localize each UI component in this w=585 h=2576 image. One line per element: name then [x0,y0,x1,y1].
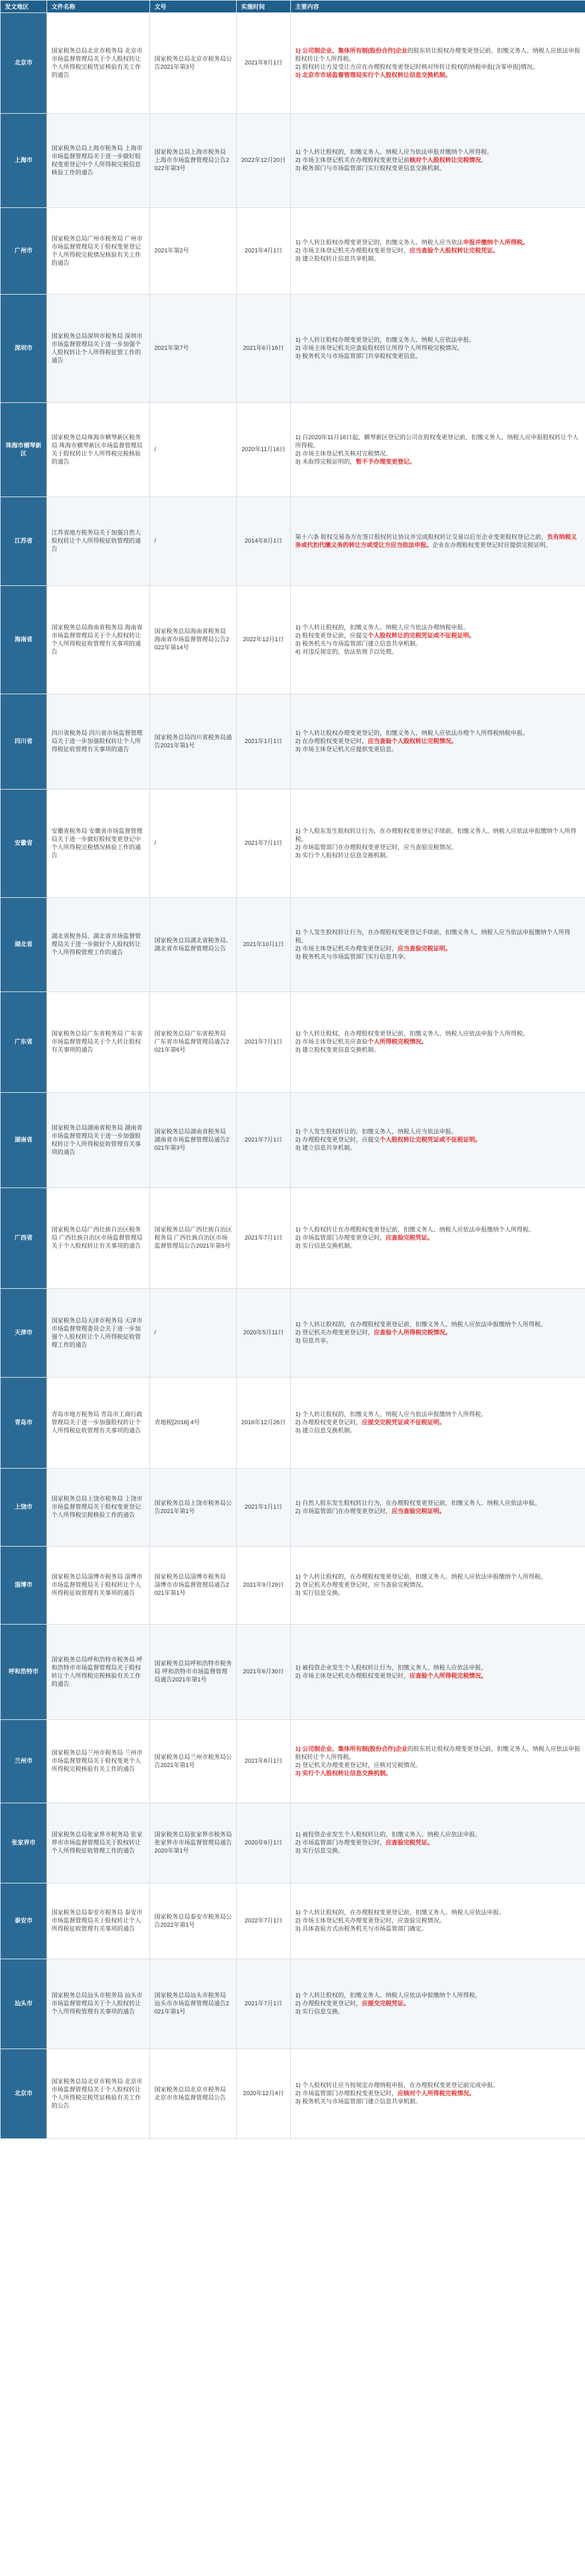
content-text: 2) 办理股权变更登记时，应提交 [295,1137,380,1143]
content-text: 3) 具体查验方式由税务机关与市场监管部门确定。 [295,1926,427,1932]
content-text: 1) 个人转让股权的，在办理股权变更登记前，扣缴义务人、纳税人应依法申报。 [295,1909,505,1916]
cell-file-name: 安徽省税务局 安徽省市场监督管理局关于进一步做好股权变更登记中个人所得税完税情况核验工作的通告 [47,790,150,898]
cell-file-name: 国家税务总局北京市税务局 北京市市场监督管理局关于个人股权转让个人所得税完税凭证核验有关工作的通告 [47,13,150,114]
content-text: 2) 办理股权变更登记时， [295,1419,362,1426]
cell-doc-number: 2021年第7号 [150,295,237,403]
cell-region: 泰安市 [1,1883,47,1959]
table-row [1,114,585,208]
cell-effective-date: 2021年1月1日 [237,694,291,790]
content-text: 4) 对违反规定的，依法依规予以处理。 [295,648,398,655]
content-text: 2) 市场监管部门在办理股权变更登记时，应当查验完税情况。 [295,844,457,851]
cell-region: 珠海市横琴新区 [1,403,47,497]
highlighted-text: 个人股权转让完税凭证或不征税证明。 [379,1137,481,1143]
content-text: 2) 市场主体登记机关办理股权变更登记时， [295,247,410,254]
cell-file-name: 国家税务总局呼和浩特市税务局 呼和浩特市市场监督管理局关于股权转让个人所得税完税核验有关工作的通告 [47,1625,150,1720]
table-row [1,694,585,790]
content-text: 1) 个人转让股权办理变更登记的，扣缴义务人、纳税人应依法办理个人所得税纳税申报。 [295,730,529,736]
cell-main-content [291,790,585,898]
cell-file-name: 国家税务总局上饶市税务局 上饶市市场监督管理局关于股权变更登记个人所得税完税核验工作的通告 [47,1469,150,1547]
cell-effective-date: 2021年7月1日 [237,1188,291,1289]
content-text: 1) 个人发生股权转让的，扣缴义务人、纳税人应当依法申报。 [295,1129,457,1135]
cell-doc-number: / [150,497,237,586]
content-text: 3) 税务机关与市场监管部门建立信息共享机制。 [295,2098,421,2105]
content-text: 1) 个人发生股权转让行为，在办理股权变更登记手续前，扣缴义务人、纳税人应当依法申报缴纳个人所得税。 [295,929,570,944]
header-doc-number: 文号 [150,1,237,13]
highlighted-text: 应当查验完税证明。 [397,945,451,952]
cell-region: 青岛市 [1,1378,47,1469]
cell-effective-date: 2022年12月20日 [237,114,291,208]
cell-effective-date: 2021年7月1日 [237,1959,291,2049]
table-row [1,1959,585,2049]
content-text: 2) 市场主体登记机关办理变更登记时，应查验完税情况。 [295,1918,445,1924]
content-text: 1) 自2020年11月16日起，横琴新区登记的公司在股权变更登记前，扣缴义务人、纳税人应申报股权转让个人所得税。 [295,434,578,449]
table-row [1,2049,585,2139]
content-text: 1) 个人股权转让在办理股权变更登记前，扣缴义务人、纳税人应依法申报缴纳个人所得税。 [295,1227,535,1233]
highlighted-text: 1) 公司制企业、集体所有制(股份合作)企业 [295,1745,408,1752]
content-text: 企业在办理股权变更登记时应提供完税证明。 [432,542,551,549]
cell-region: 广州市 [1,208,47,295]
content-text: 1) 自然人股东发生股权转让行为，在办理股权变更登记前，扣缴义务人、纳税人应依法申报。 [295,1499,541,1507]
highlighted-text: 应提交完税凭证。 [361,2000,410,2007]
table-row [1,1720,585,1803]
highlighted-text: 申报并缴纳个人所得税。 [463,239,529,246]
cell-main-content [291,586,585,694]
cell-main-content [291,1188,585,1289]
cell-doc-number: 国家税务总局淄博市税务局 淄博市市场监督管理局通告2021年第1号 [150,1547,237,1625]
cell-main-content [291,208,585,295]
content-text: 1) 个人转让股权的，扣缴义务人、纳税人应依法申报缴纳个人所得税。 [295,1992,481,1999]
cell-main-content [291,1289,585,1378]
content-text: 1) 个人转让股权办理变更登记的，扣缴义务人、纳税人应当依法 [295,239,463,246]
cell-effective-date: 2014年8月1日 [237,497,291,586]
header-file-name: 文件名称 [47,1,150,13]
table-row [1,1469,585,1547]
table-header-row [1,1,585,13]
cell-doc-number: 国家税务总局北京市税务局公告2021年第3号 [150,13,237,114]
content-text: 3) 税务机关与市场监管部门实行信息共享。 [295,953,410,960]
table-row [1,1188,585,1289]
content-text: 2) 登记机关办理变更登记时， [295,1329,374,1336]
content-text: 3) 实行个人股权转让信息交换机制。 [295,852,392,859]
content-text: 3) 实行信息交换。 [295,2008,344,2015]
content-text: 2) 市场监管部门办理变更登记时， [295,1235,386,1241]
content-text: 2) 市场主体登记机关在办理股权变更登记前 [295,157,410,164]
cell-doc-number: 国家税务总局张家界市税务局 张家界市市场监督管理局通告2020年第1号 [150,1803,237,1883]
cell-file-name: 国家税务总局泰安市税务局 泰安市市场监督管理局关于股权转让个人所得税征收管理有关事项的通告 [47,1883,150,1959]
content-text: 1) 个人转让股权办理变更登记的，扣缴义务人、纳税人应依法申报。 [295,337,475,343]
content-text: 3) 实行信息交换。 [295,1590,344,1596]
content-text: 1) 个人股东发生股权转让行为，在办理股权变更登记手续前，扣缴义务人、纳税人应依法申报缴纳个人所得税。 [295,827,576,843]
cell-main-content [291,1469,585,1547]
cell-effective-date: 2021年10月1日 [237,898,291,992]
highlighted-text: 应提交完税凭证或不征税证明。 [361,1419,445,1426]
cell-effective-date: 2021年8月1日 [237,13,291,114]
content-text: 3) 税务机关与市场监管部门共享股权变更信息。 [295,353,421,360]
cell-effective-date: 2020年12月4日 [237,2049,291,2139]
cell-file-name: 国家税务总局淄博市税务局 淄博市市场监督管理局关于股权转让个人所得税征收管理有关事项的通告 [47,1547,150,1625]
content-text: 3) 未取得完税证明的， [295,458,356,465]
cell-region: 四川省 [1,694,47,790]
cell-doc-number: 国家税务总局海南省税务局 海南省市场监督管理局公告2022年第14号 [150,586,237,694]
cell-doc-number: 国家税务总局上饶市税务局公告2021年第1号 [150,1469,237,1547]
cell-region: 汕头市 [1,1959,47,2049]
cell-main-content [291,1803,585,1883]
content-text: 2) 办理股权变更登记时， [295,2000,362,2007]
content-text: 2) 登记机关办理变更登记时，应当查验完税情况。 [295,1582,427,1588]
content-text: 2) 登记机关办理变更登记时，应核对完税情况。 [295,1762,421,1769]
cell-main-content [291,295,585,403]
highlighted-text: 1) 公司制企业、集体所有制(股份合作)企业 [295,47,408,54]
cell-region: 广西省 [1,1188,47,1289]
cell-main-content [291,1547,585,1625]
cell-region: 安徽省 [1,790,47,898]
cell-file-name: 国家税务总局天津市税务局 天津市市场监督管理委员会关于进一步加强个人股权转让个人所得税征收管理工作的通告 [47,1289,150,1378]
table-row [1,295,585,403]
cell-region: 兰州市 [1,1720,47,1803]
cell-file-name: 青岛市地方税务局 青岛市工商行政管理局关于进一步加强股权转让个人所得税征收管理有关事项的通告 [47,1378,150,1469]
cell-effective-date: 2021年8月1日 [237,1720,291,1803]
highlighted-text: 应当查验完税证明。 [391,1508,445,1515]
content-text: 3) 税务机关与市场监管部门建立信息共享机制。 [295,640,421,647]
highlighted-text: 应查验个人所得税完税情况。 [409,1672,487,1679]
cell-file-name: 国家税务总局湖南省税务局 湖南省市场监督管理局关于进一步加强股权转让个人所得税征收管理有关事项的通告 [47,1093,150,1188]
cell-effective-date: 2021年6月16日 [237,295,291,403]
content-text: 2) 市场主体登记机关应查验 [295,1039,368,1045]
content-text: 第十六条 股权交易各方在签订股权转让协议并完成股权转让交易以后至企业变更股权登记之前， [295,533,548,540]
table-row [1,1378,585,1469]
highlighted-text: 负有纳税义务或代扣代缴义务的转让方或受让方应当依法申报。 [295,533,577,549]
cell-effective-date: 2021年1月1日 [237,1469,291,1547]
cell-region: 广东省 [1,992,47,1093]
cell-file-name: 国家税务总局深圳市税务局 深圳市市场监督管理局关于进一步加强个人股权转让个人所得税征管工作的通告 [47,295,150,403]
cell-file-name: 国家税务总局汕头市税务局 汕头市市场监督管理局关于个人股权转让个人所得税管理有关事项的通告 [47,1959,150,2049]
content-text: 1) 被投资企业发生个人股权转让行为，扣缴义务人、纳税人应依法申报。 [295,1664,487,1671]
cell-doc-number: 青地税[2016] 4号 [150,1378,237,1469]
cell-effective-date: 2021年7月1日 [237,992,291,1093]
content-text: 2) 市场主体登记机关办理变更登记时， [295,945,398,952]
cell-doc-number: 国家税务总局呼和浩特市税务局 呼和浩特市市场监督管理局通告2021年第1号 [150,1625,237,1720]
content-text: 3) 建立股权变更信息交换机制。 [295,1047,380,1053]
cell-main-content [291,1625,585,1720]
cell-effective-date: 2021年4月1日 [237,208,291,295]
table-row [1,497,585,586]
cell-file-name: 国家税务总局珠海市横琴新区税务局 珠海市横琴新区市场监督管理局关于股权转让个人所得税完税核验的通告 [47,403,150,497]
cell-region: 天津市 [1,1289,47,1378]
cell-effective-date: 2021年6月30日 [237,1625,291,1720]
content-text: 3) 实行信息交换机制。 [295,1243,356,1249]
content-text: 3) 实行信息交换。 [295,1848,344,1854]
cell-doc-number: 国家税务总局汕头市税务局 汕头市市场监督管理局通告2021年第1号 [150,1959,237,2049]
cell-effective-date: 2020年9月1日 [237,1803,291,1883]
cell-main-content [291,114,585,208]
content-text: 1) 个人转让股权的，在办理股权变更登记前，扣缴义务人、纳税人应依法申报缴纳个人所得税。 [295,1321,547,1328]
content-text: 3) 税务部门与市场监管部门实行股权变更信息交换机制。 [295,165,445,172]
table-row [1,1803,585,1883]
content-text: 3) 建立信息共享机制。 [295,1145,356,1151]
cell-region: 呼和浩特市 [1,1625,47,1720]
table-row [1,1883,585,1959]
content-text: 1) 个人转让股权的，扣缴义务人、纳税人应当依法申报并缴纳个人所得税。 [295,149,493,155]
cell-region: 江苏省 [1,497,47,586]
cell-main-content [291,403,585,497]
cell-region: 深圳市 [1,295,47,403]
table-row [1,586,585,694]
highlighted-text: 个人股权转让的完税凭证或不征税证明。 [367,632,475,639]
content-text: 2) 市场主体登记机关办理股权变更登记时， [295,1672,410,1679]
content-text: 的股东转让股权办理变更登记前，扣缴义务人、纳税人应依法申报股权转让个人所得税。 [295,47,581,62]
content-text: 3) 市场主体登记机关应提供变更信息。 [295,746,398,753]
table-body [1,13,585,2139]
content-text: 1) 个人转让股权的，在办理股权变更登记前，扣缴义务人、纳税人应依法申报缴纳个人所得税。 [295,1574,547,1580]
table-row [1,1547,585,1625]
content-text: 2) 在办理股权变更登记时， [295,738,368,745]
cell-file-name: 湖北省税务局、湖北省市场监督管理局关于进一步做好个人股权转让个人所得税管理工作的通告 [47,898,150,992]
cell-main-content [291,1378,585,1469]
highlighted-text: 3) 北京市市场监督管理局实行个人股权转让信息交换机制。 [295,71,451,79]
content-text: 的股东转让股权办理变更登记前，扣缴义务人、纳税人应依法申报股权转让个人所得税。 [295,1745,581,1760]
cell-doc-number: 国家税务总局湖北省税务局、湖北省市场监督管理局公告 [150,898,237,992]
highlighted-text: 个人所得税完税情况。 [367,1039,427,1045]
cell-effective-date: 2022年12月1日 [237,586,291,694]
cell-file-name: 国家税务总局广州市税务局 广州市市场监督管理局关于股权变更登记个人所得税完税情况核验有关工作的通告 [47,208,150,295]
cell-file-name: 江苏省地方税务局关于加强自然人股权转让个人所得税征收管理的通告 [47,497,150,586]
header-effective-date: 实施时间 [237,1,291,13]
cell-main-content [291,992,585,1093]
content-text: 1) 个人转让股权，在办理股权变更登记前，扣缴义务人、纳税人应依法申报个人所得税。 [295,1031,529,1037]
highlighted-text: 应查验个人所得税完税情况。 [373,1329,451,1336]
cell-file-name: 国家税务总局兰州市税务局 兰州市市场监督管理局关于股权变更个人所得税完税核验有关工作的通告 [47,1720,150,1803]
cell-region: 张家界市 [1,1803,47,1883]
cell-file-name: 国家税务总局张家界市税务局 张家界市市场监督管理局关于股权转让个人所得税征收管理工作的通告 [47,1803,150,1883]
content-text: 1) 个人股权转让应当按规定办理纳税申报，在办理股权变更登记前完成申报。 [295,2082,499,2089]
cell-doc-number: / [150,1289,237,1378]
content-text: 2) 股权转让方及受让方应在办理股权变更登记时核对所转让股权的纳税申报(含零申报)情况。 [295,63,539,70]
cell-main-content [291,1959,585,2049]
cell-region: 湖南省 [1,1093,47,1188]
cell-region: 淄博市 [1,1547,47,1625]
cell-file-name: 国家税务总局广东省税务局 广东省市场监督管理局关于个人转让股权有关事项的通告 [47,992,150,1093]
cell-doc-number: 国家税务总局四川省税务局通告2021年第1号 [150,694,237,790]
header-region: 发文地区 [1,1,47,13]
cell-main-content [291,898,585,992]
cell-region: 海南省 [1,586,47,694]
content-text: 1) 被投资企业发生个人股权转让的，扣缴义务人、纳税人应依法申报。 [295,1831,481,1838]
cell-file-name: 国家税务总局广西壮族自治区税务局 广西壮族自治区市场监督管理局关于个人股权转让有关事项的通告 [47,1188,150,1289]
highlighted-text: 核对个人股权转让完税情况 [409,157,481,164]
content-text: 3) 建立股权转让信息共享机制。 [295,256,380,262]
cell-effective-date: 2021年7月1日 [237,790,291,898]
table-row [1,208,585,295]
table-row [1,1625,585,1720]
cell-main-content [291,1720,585,1803]
cell-main-content [291,694,585,790]
table-row [1,992,585,1093]
cell-doc-number: 2021年第2号 [150,208,237,295]
highlighted-text: 应当查验个人股权转让完税凭证。 [409,247,499,254]
header-main-content: 主要内容 [291,1,585,13]
cell-file-name: 国家税务总局上海市税务局 上海市市场监督管理局关于进一步做好股权变更登记中个人所得税完税信息核验工作的通告 [47,114,150,208]
highlighted-text: 应查验完税凭证。 [385,1235,433,1241]
content-text: 2) 市场监管部门办理变更登记时， [295,1840,386,1846]
cell-doc-number: 国家税务总局北京市税务局 北京市市场监督管理局公告 [150,2049,237,2139]
cell-effective-date: 2021年7月1日 [237,1093,291,1188]
cell-main-content [291,13,585,114]
cell-file-name: 国家税务总局北京市税务局 北京市市场监督管理局关于个人股权转让个人所得税完税凭证核验有关工作的公告 [47,2049,150,2139]
content-text: 2) 市场监管部门在办理变更登记时， [295,1508,392,1515]
highlighted-text: 暂不予办理变更登记。 [355,458,415,465]
cell-doc-number: 国家税务总局广东省税务局 广东省市场监督管理局通告2021年第6号 [150,992,237,1093]
cell-doc-number: 国家税务总局泰安市税务局公告2022年第1号 [150,1883,237,1959]
cell-region: 上饶市 [1,1469,47,1547]
content-text: 2) 市场主体登记机关应查验股权转让所得个人所得税完税情况。 [295,345,463,351]
cell-file-name: 四川省税务局 四川省市场监督管理局关于进一步加强股权转让个人所得税征收管理有关事项的通告 [47,694,150,790]
table-row [1,403,585,497]
cell-doc-number: 国家税务总局上海市税务局 上海市市场监督管理局公告2022年第3号 [150,114,237,208]
content-text: 1) 个人转让股权的，扣缴义务人、纳税人应当依法申报缴纳个人所得税。 [295,1411,487,1418]
content-text: 2) 市场主体登记机关核对完税情况。 [295,450,392,457]
cell-region: 湖北省 [1,898,47,992]
content-text: 2) 股权变更登记前，应提交 [295,632,368,639]
content-text: 3) 信息共享。 [295,1338,332,1344]
table-row [1,898,585,992]
cell-effective-date: 2020年11月16日 [237,403,291,497]
cell-region: 北京市 [1,13,47,114]
table-row [1,13,585,114]
highlighted-text: 应核对个人所得税完税情况。 [397,2090,475,2097]
cell-effective-date: 2022年7月1日 [237,1883,291,1959]
table-row [1,1093,585,1188]
cell-effective-date: 2021年9月29日 [237,1547,291,1625]
highlighted-text: 3) 实行个人股权转让信息交换机制。 [295,1770,392,1777]
content-text: 1) 个人转让股权的，扣缴义务人、纳税人应当依法办理纳税申报。 [295,624,469,631]
content-text: 。 [480,157,487,164]
cell-doc-number: 国家税务总局广西壮族自治区税务局 广西壮族自治区市场监督管理局公告2021年第5号 [150,1188,237,1289]
cell-doc-number: / [150,403,237,497]
cell-doc-number: 国家税务总局兰州市税务局公告2021年第1号 [150,1720,237,1803]
cell-effective-date: 2016年12月26日 [237,1378,291,1469]
cell-doc-number: 国家税务总局湖南省税务局 湖南省市场监督管理局通告2021年第3号 [150,1093,237,1188]
table-row [1,1289,585,1378]
cell-doc-number: / [150,790,237,898]
cell-main-content [291,1883,585,1959]
content-text: 2) 市场监管部门办理股权变更登记时， [295,2090,398,2097]
highlighted-text: 应查验完税凭证。 [385,1840,433,1846]
highlighted-text: 应当查验个人股权转让完税情况。 [367,738,457,745]
table-row [1,790,585,898]
content-text: 3) 建立信息交换机制。 [295,1427,356,1434]
cell-main-content [291,1093,585,1188]
cell-region: 上海市 [1,114,47,208]
cell-main-content [291,2049,585,2139]
cell-main-content [291,497,585,586]
cell-file-name: 国家税务总局海南省税务局 海南省市场监督管理局关于个人股权转让个人所得税征收管理有关事项的通告 [47,586,150,694]
cell-region: 北京市 [1,2049,47,2139]
cell-effective-date: 2020年5月11日 [237,1289,291,1378]
